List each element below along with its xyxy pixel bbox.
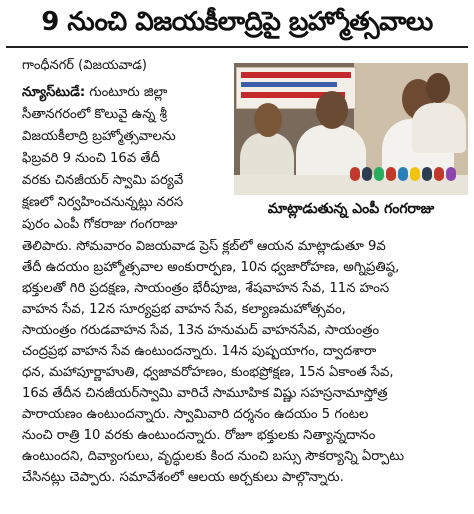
body-line: ధన, మహాపూర్ణాహుతి, ధ్వజావరోహణం, కుంభప్రోక్షణ, 15న ఏకాంత సేవ, [22, 365, 394, 380]
lead-line [22, 148, 228, 170]
lead-text: క్షణలో నిర్వహించనున్నట్లు నరస [22, 195, 184, 210]
lead-text: విజయకీలాద్రి బ్రహ్మోత్సవాలను [22, 129, 176, 144]
headline-rule [6, 46, 468, 48]
body-line: తేదీ ఉదయం బ్రహ్మోత్సవాల అంకురార్పణ, 10న ధ్వజారోహణ, అగ్నిప్రతిష్ఠ, [22, 260, 400, 275]
body-line: తెలిపారు. సోమవారం విజయవాడ ప్రెస్ క్లబ్‌లో ఆయన మాట్లాడుతూ 9వ [22, 239, 386, 254]
photo-caption: మాట్లాడుతున్న ఎంపీ గంగరాజు [267, 201, 435, 217]
lead-text: గుంటూరు జిల్లా [85, 85, 168, 100]
lead-line [22, 126, 228, 148]
headline: 9 నుంచి విజయకీలాద్రిపై బ్రహ్మోత్సవాలు [41, 7, 433, 37]
news-photo [234, 63, 468, 195]
body-paragraph [22, 236, 468, 488]
lead-paragraph [22, 82, 228, 236]
lead-line [22, 170, 228, 192]
body-line: 16వ తేదీన చినజీయర్‌స్వామి వారిచే సామూహిక విష్ణు సహస్రనామాస్తోత్ర [22, 386, 388, 401]
lead-text: సీతానగరంలో కొలువై ఉన్న శ్రీ [22, 107, 167, 122]
body-line: వాహన సేవ, 12న సూర్యప్రభ వాహన సేవ, కల్యాణమహోత్సవం, [22, 302, 346, 317]
lead-line [22, 214, 228, 236]
lead-line [22, 192, 228, 214]
body-line: సాయంత్రం గరుడవాహన సేవ, 13న హనుమద్ వాహనసేవ, సాయంత్రం [22, 323, 380, 338]
person-2-head [316, 91, 348, 129]
person-4 [412, 103, 466, 153]
byline-label: న్యూస్‌టుడే: [22, 85, 86, 100]
person-4-head [426, 73, 450, 103]
lead-text: పురం ఎంపీ గోకరాజు గంగరాజు [22, 217, 178, 232]
body-line: చేసినట్లు చెప్పారు. సమావేశంలో ఆలయ అర్చకులు పాల్గొన్నారు. [22, 470, 344, 485]
body-line: భక్తులతో గిరి ప్రదక్షణ, సాయంత్రం భేరీపూజ, శేషవాహన సేవ, 11న హంస [22, 281, 390, 296]
body-line: నుంచి రాత్రి 10 వరకు ఉంటుందన్నారు. రోజూ భక్తులకు నిత్యాన్నదానం [22, 428, 376, 443]
lead-line [22, 82, 228, 104]
body-line: పారాయణం ఉంటుందన్నారు. స్వామివారి దర్శనం ఉదయం 5 గంటల [22, 407, 369, 422]
microphones [350, 167, 468, 183]
body-line: ఉంటుందని, దివ్యాంగులు, వృద్ధులకు కింద నుంచి బస్సు సౌకర్యాన్ని ఏర్పాటు [22, 449, 405, 464]
body-line: చంద్రప్రభ వాహన సేవ ఉంటుందన్నారు. 14న పుష్పయాగం, ద్వాదశారా [22, 344, 377, 359]
lead-text: ఫిబ్రవరి 9 నుంచి 16వ తేదీ [22, 151, 160, 166]
person-1-head [254, 103, 282, 137]
lead-line [22, 104, 228, 126]
lead-text: వరకు చినజీయర్ స్వామి పర్యవే [22, 173, 184, 188]
dateline: గాంధీనగర్ (విజయవాడ) [22, 58, 147, 73]
